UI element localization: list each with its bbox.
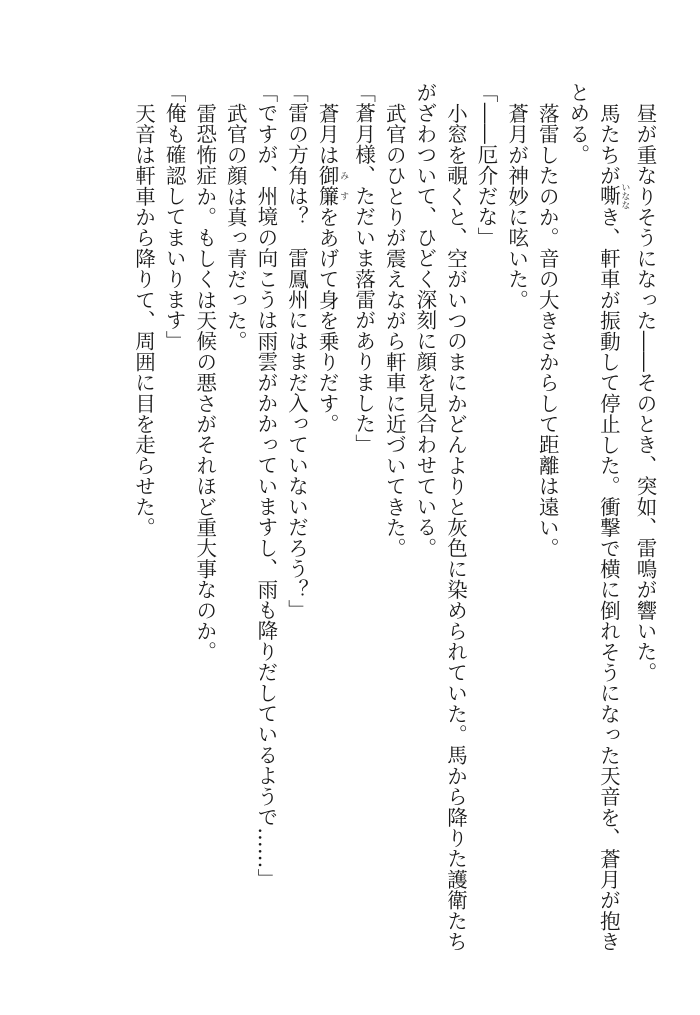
ruby-base: 嘶	[596, 181, 621, 210]
text-line: 蒼月が神妙に呟いた。	[504, 102, 529, 310]
text-line: 雷恐怖症か。もしくは天候の悪さがそれほど重大事なのか。	[192, 102, 217, 662]
text-line: がざわついて、ひどく深刻に顔を見合わせている。	[412, 82, 437, 559]
ruby-annotation	[596, 181, 630, 210]
text-line	[311, 82, 348, 972]
text-line	[593, 82, 630, 972]
ruby-annotation	[315, 164, 349, 207]
text-line: 落雷したのか。音の大きさからして距離は遠い。	[535, 102, 560, 558]
dialogue-line: 「――厄介だな」	[474, 82, 499, 248]
ruby-reading: いなな	[619, 181, 630, 210]
text-line: 昼が重なりそうになった――そのとき、突如、雷鳴が響いた。	[633, 102, 657, 683]
text-segment: 馬たちが	[596, 102, 621, 186]
dialogue-line: 「俺も確認してまいります」	[162, 82, 187, 352]
dialogue-line: 「ですが、州境の向こうは雨雲がかかっていますし、雨も降りだしているようで……」	[253, 82, 278, 890]
text-segment: 蒼月は	[315, 102, 340, 165]
vertical-text-body	[128, 82, 660, 972]
ruby-reading: みす	[338, 164, 349, 207]
text-line: 小窓を覗くと、空がいつのまにかどんよりと灰色に染められていた。馬から降りた護衛たち	[443, 102, 468, 952]
dialogue-line: 「蒼月様、ただいま落雷がありました」	[351, 82, 376, 455]
ruby-base: 御簾	[315, 164, 340, 207]
text-line: 天音は軒車から降りて、周囲に目を走らせた。	[131, 102, 156, 538]
text-line: 武官の顔は真っ青だった。	[223, 102, 248, 351]
text-line: 武官のひとりが震えながら軒車に近づいてきた。	[382, 102, 407, 558]
text-segment: き、軒車が振動して停止した。衝撃で横に倒れそうになった天音を、蒼月が抱き	[596, 206, 621, 952]
text-line: とめる。	[565, 82, 590, 165]
dialogue-line: 「雷の方角は？ 雷鳳州にはまだ入っていないだろう？」	[284, 82, 309, 621]
text-segment: をあげて身を乗りだす。	[315, 206, 340, 434]
